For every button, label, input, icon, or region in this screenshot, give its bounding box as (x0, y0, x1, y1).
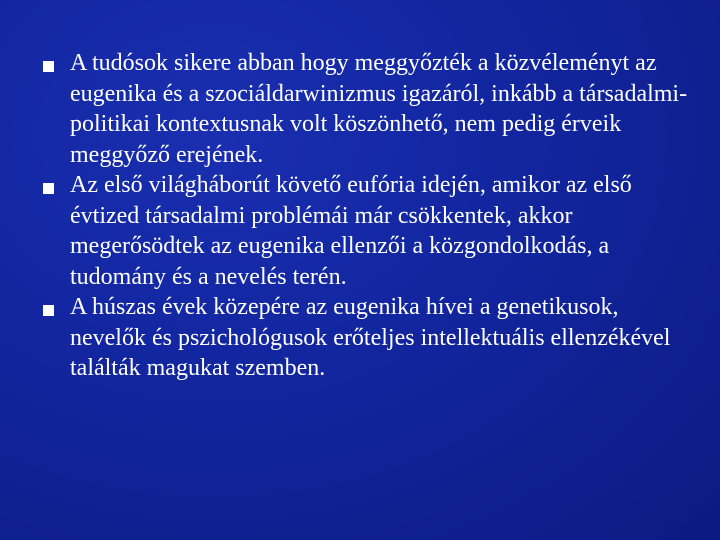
bullet-text: A húszas évek közepére az eugenika hívei a genetikusok, nevelők és pszichológusok erőteljes intellektuális ellenzékével találták magukat szemben. (70, 294, 671, 381)
list-item (40, 170, 690, 292)
square-bullet-icon (43, 305, 54, 316)
bullet-text: Az első világháborút követő eufória idején, amikor az első évtized társadalmi problémái már csökkentek, akkor megerősödtek az eugenika ellenzői a közgondolkodás, a tudomány és a nevelés terén. (70, 172, 632, 290)
bullet-list (40, 48, 690, 384)
square-bullet-icon (43, 61, 54, 72)
square-bullet-icon (43, 183, 54, 194)
list-item (40, 48, 690, 170)
list-item (40, 292, 690, 384)
bullet-text: A tudósok sikere abban hogy meggyőzték a közvéleményt az eugenika és a szociáldarwinizmus igazáról, inkább a társadalmi-politikai kontextusnak volt köszönhető, nem pedig érveik meggyőző erejének. (70, 50, 688, 168)
